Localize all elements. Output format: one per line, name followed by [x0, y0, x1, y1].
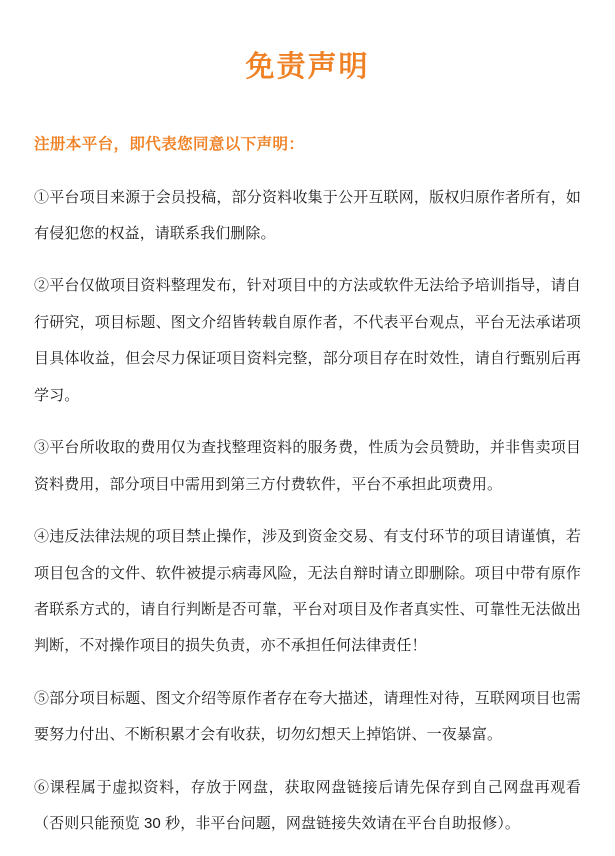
page-title: 免责声明: [245, 51, 370, 83]
clause-item: ③平台所收取的费用仅为查找整理资料的服务费，性质为会员赞助，并非售卖项目资料费用，部分项目中需用到第三方付费软件，平台不承担此项费用。: [34, 439, 581, 493]
clause-item: ①平台项目来源于会员投稿，部分资料收集于公开互联网，版权归原作者所有，如有侵犯您的权益，请联系我们删除。: [34, 188, 581, 243]
agreement-subtitle: 注册本平台，即代表您同意以下声明：: [34, 135, 305, 153]
clause-item: ⑤部分项目标题、图文介绍等原作者存在夸大描述，请理性对待，互联网项目也需要努力付出、不断积累才会有收获，切勿幻想天上掉馅饼、一夜暴富。: [34, 689, 581, 744]
clause-item: ④违反法律法规的项目禁止操作，涉及到资金交易、有支付环节的项目请谨慎，若项目包含的文件、软件被提示病毒风险，无法自辩时请立即删除。项目中带有原作者联系方式的，请自行判断是否可靠，平台对项目及作者真实性、可靠性无法做出判断，不对操作项目的损失负责，亦不承担任何法律责任！: [34, 528, 581, 655]
clause-list: [34, 180, 581, 843]
clause-item: ②平台仅做项目资料整理发布，针对项目中的方法或软件无法给予培训指导，请自行研究，项目标题、图文介绍皆转载自原作者，不代表平台观点，平台无法承诺项目具体收益，但会尽力保证项目资料完整，部分项目存在时效性，请自行甄别后再学习。: [34, 277, 581, 404]
clause-item: ⑥课程属于虚拟资料，存放于网盘，获取网盘链接后请先保存到自己网盘再观看（否则只能预览 30 秒，非平台问题，网盘链接失效请在平台自助报修）。: [34, 778, 581, 833]
